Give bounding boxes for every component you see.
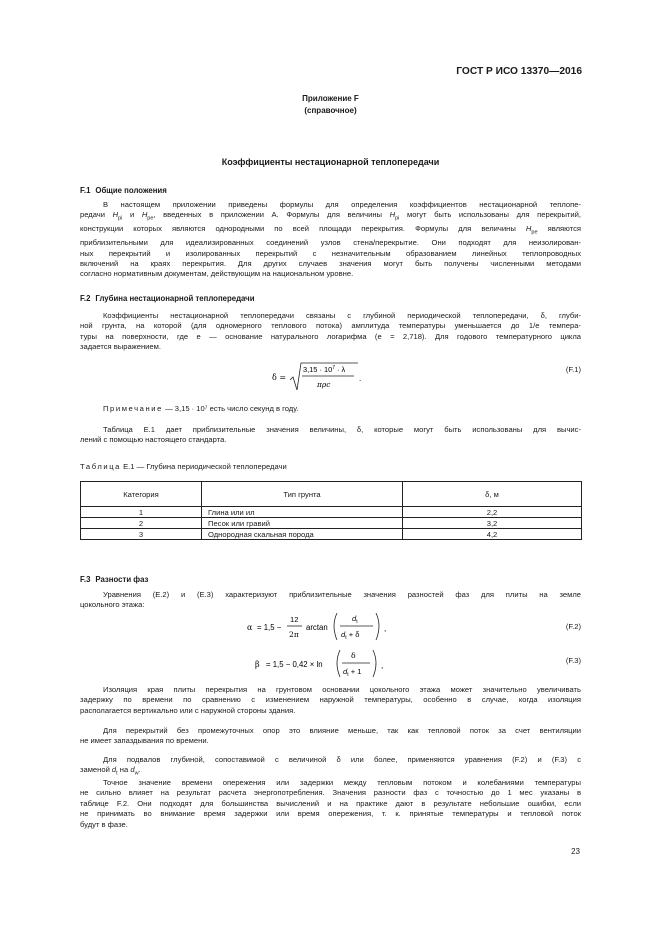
column-header: δ, м bbox=[403, 482, 582, 507]
table-cell: 4,2 bbox=[403, 529, 582, 540]
text-line: ных перекрытий и изолированных перекрытий с незначительным образованием линейных теплопроводных bbox=[80, 248, 581, 258]
text-line: Точное значение времени опережения или задержки между тепловым потоком и колебаниями температуры bbox=[103, 778, 581, 787]
formula-text: arctan bbox=[306, 623, 328, 632]
table-cell: 3 bbox=[81, 529, 202, 540]
text-line: задается выражением. bbox=[80, 342, 161, 352]
text-line: не имеет запаздывания по времени. bbox=[80, 736, 209, 746]
table-caption bbox=[80, 462, 287, 471]
formula-symbol: δ = bbox=[272, 373, 287, 382]
standard-header: ГОСТ Р ИСО 13370—2016 bbox=[456, 66, 582, 77]
note-text: — 3,15 · 10⁷ есть число секунд в году. bbox=[165, 404, 299, 413]
text-line: Таблица E.1 дает приблизительные значения величины, δ, которые могут быть использованы для вычис- bbox=[103, 425, 581, 434]
paren-right bbox=[376, 613, 379, 640]
table-cell: Однородная скальная порода bbox=[202, 529, 403, 540]
annex-title: Приложение F bbox=[302, 94, 359, 103]
paragraph-phase-accuracy bbox=[80, 778, 581, 830]
formula-number: (F.3) bbox=[565, 656, 581, 665]
text-line: Для подвалов глубиной, сопоставимой с величиной δ или более, применяются уравнения (F.2) и (F.3) с bbox=[103, 755, 581, 764]
section-f3-heading bbox=[80, 575, 148, 584]
section-f1-heading bbox=[80, 186, 167, 195]
formula-period: . bbox=[359, 374, 362, 383]
formula-text: $d_t + \delta$ bbox=[341, 630, 360, 641]
text-line: В настоящем приложении приведены формулы для определения коэффициентов нестационарной теплопе- bbox=[103, 200, 581, 209]
table-header-row bbox=[81, 482, 582, 507]
paren-left bbox=[334, 613, 337, 640]
page-number: 23 bbox=[571, 847, 580, 856]
section-title: Общие положения bbox=[95, 186, 167, 195]
section-title: Разности фаз bbox=[95, 575, 149, 584]
paren-right bbox=[373, 650, 376, 677]
formula-text: = 1,5 − 0,42 × ln bbox=[266, 660, 323, 669]
table-row bbox=[81, 518, 582, 529]
table-cell: 2 bbox=[81, 518, 202, 529]
paragraph-basements bbox=[80, 755, 581, 779]
note bbox=[103, 404, 298, 413]
formula-numerator: $3,15 \cdot 10^7 \cdot \lambda$ bbox=[303, 365, 346, 374]
table-cell: 1 bbox=[81, 507, 202, 518]
text-line: Изоляция края плиты перекрытия на грунтовом основании цокольного этажа может значительно увеличивать bbox=[103, 685, 581, 694]
formula-f1 bbox=[270, 360, 390, 394]
paren-left bbox=[337, 650, 340, 677]
text-line: цокольного этажа: bbox=[80, 600, 145, 610]
text-line: ной грунта, на которой (для одномерного теплового потока) амплитуда температуры уменьшается до 1/e темпера- bbox=[80, 321, 581, 331]
text-line: заменой $d_t$ на $d_w$. bbox=[80, 765, 141, 777]
text-line: Уравнения (E.2) и (E.3) характеризуют приблизительные значения разностей фаз для плиты на земле bbox=[103, 590, 581, 599]
formula-denominator: πρc bbox=[317, 380, 331, 389]
section-number: F.3 bbox=[80, 575, 91, 584]
formula-text: 2π bbox=[289, 630, 299, 639]
section-number: F.2 bbox=[80, 294, 91, 303]
formula-text: , bbox=[384, 624, 387, 633]
text-line: приблизительными для идеализированных соединений узлов стена/перекрытие. Они подходят для неизолирован- bbox=[80, 238, 581, 248]
text-line: располагается вертикально или с наружной стороны здания. bbox=[80, 705, 296, 715]
section-f1-text bbox=[80, 200, 581, 280]
table-caption-label: Таблица bbox=[80, 462, 121, 471]
formula-text: , bbox=[381, 661, 384, 670]
section-f2-text bbox=[80, 311, 581, 353]
formula-number: (F.2) bbox=[565, 622, 581, 631]
table-cell: 3,2 bbox=[403, 518, 582, 529]
text-line: Коэффициенты нестационарной теплопередачи связаны с глубиной периодической теплопередачи, δ, глуби- bbox=[103, 311, 581, 320]
table-caption-text: E.1 — Глубина периодической теплопередачи bbox=[123, 462, 287, 471]
formula-text: α bbox=[247, 623, 253, 632]
annex-subtitle: (справочное) bbox=[304, 106, 357, 115]
note-label: Примечание bbox=[103, 404, 163, 413]
table-row bbox=[81, 529, 582, 540]
formula-f3 bbox=[245, 646, 395, 682]
text-line: включений на краях перекрытия. Для других случаев значения могут быть получены численными методами bbox=[80, 259, 581, 269]
formula-text: $d_t$ bbox=[352, 614, 358, 625]
section-title: Глубина нестационарной теплопередачи bbox=[95, 294, 255, 303]
formula-text: β bbox=[255, 660, 260, 669]
text-line: задержку по времени по сравнению с изменением наружной температуры, особенно в случае, когда изоляция bbox=[80, 695, 581, 705]
column-header: Категория bbox=[81, 482, 202, 507]
text-line: редачи $H_{pi}$ и $H_{pe}$, введенных в приложении A. Формулы для величины $H_{pi}$ могут быть использованы для перекрытий, bbox=[80, 210, 582, 222]
formula-number: (F.1) bbox=[565, 365, 581, 374]
text-line: лений с помощью настоящего стандарта. bbox=[80, 435, 227, 445]
text-line: будут в фазе. bbox=[80, 819, 128, 829]
paragraph-insulation bbox=[80, 685, 581, 716]
section-f3-intro bbox=[80, 590, 581, 611]
column-header: Тип грунта bbox=[202, 482, 403, 507]
text-line: таблице F.2. Они подходят для большинства вычислений и на практике дают в результате небольшие ошибки, если bbox=[80, 798, 581, 808]
table-reference-text bbox=[80, 425, 581, 446]
text-line: конструкции которых являются однородными по всей площади перекрытия. Формулы для величины $H_{pe}$ являются bbox=[80, 224, 581, 236]
formula-text: 12 bbox=[290, 615, 299, 624]
section-f2-heading bbox=[80, 294, 255, 303]
formula-f2 bbox=[245, 609, 395, 645]
text-line: туры на поверхности, где e — основание натурального логарифма (e = 2,718). Для годового температурного цикла bbox=[80, 331, 581, 341]
table-cell: 2,2 bbox=[403, 507, 582, 518]
table-row bbox=[81, 507, 582, 518]
formula-text: δ bbox=[351, 651, 356, 660]
paragraph-no-supports bbox=[80, 726, 581, 747]
soil-depth-table bbox=[80, 481, 582, 540]
text-line: не принимать во внимание время задержки или время опережения, т. к. принятые температуры и тепловой поток bbox=[80, 809, 581, 819]
text-line: Для перекрытий без промежуточных опор это влияние меньше, так как тепловой поток за счет вентиляции bbox=[103, 726, 581, 735]
text-line: согласно нормативным документам, действующим на национальном уровне. bbox=[80, 269, 354, 279]
annex-main-title: Коэффициенты нестационарной теплопередачи bbox=[221, 157, 440, 167]
formula-text: = 1,5 − bbox=[257, 623, 282, 632]
table-cell: Глина или ил bbox=[202, 507, 403, 518]
section-number: F.1 bbox=[80, 186, 91, 195]
text-line: не сильно влияет на результат расчета энергопотребления. Значения разности фаз с точностью до 1 мес указаны в bbox=[80, 788, 581, 798]
formula-text: $d_t + 1$ bbox=[343, 667, 362, 678]
table-cell: Песок или гравий bbox=[202, 518, 403, 529]
